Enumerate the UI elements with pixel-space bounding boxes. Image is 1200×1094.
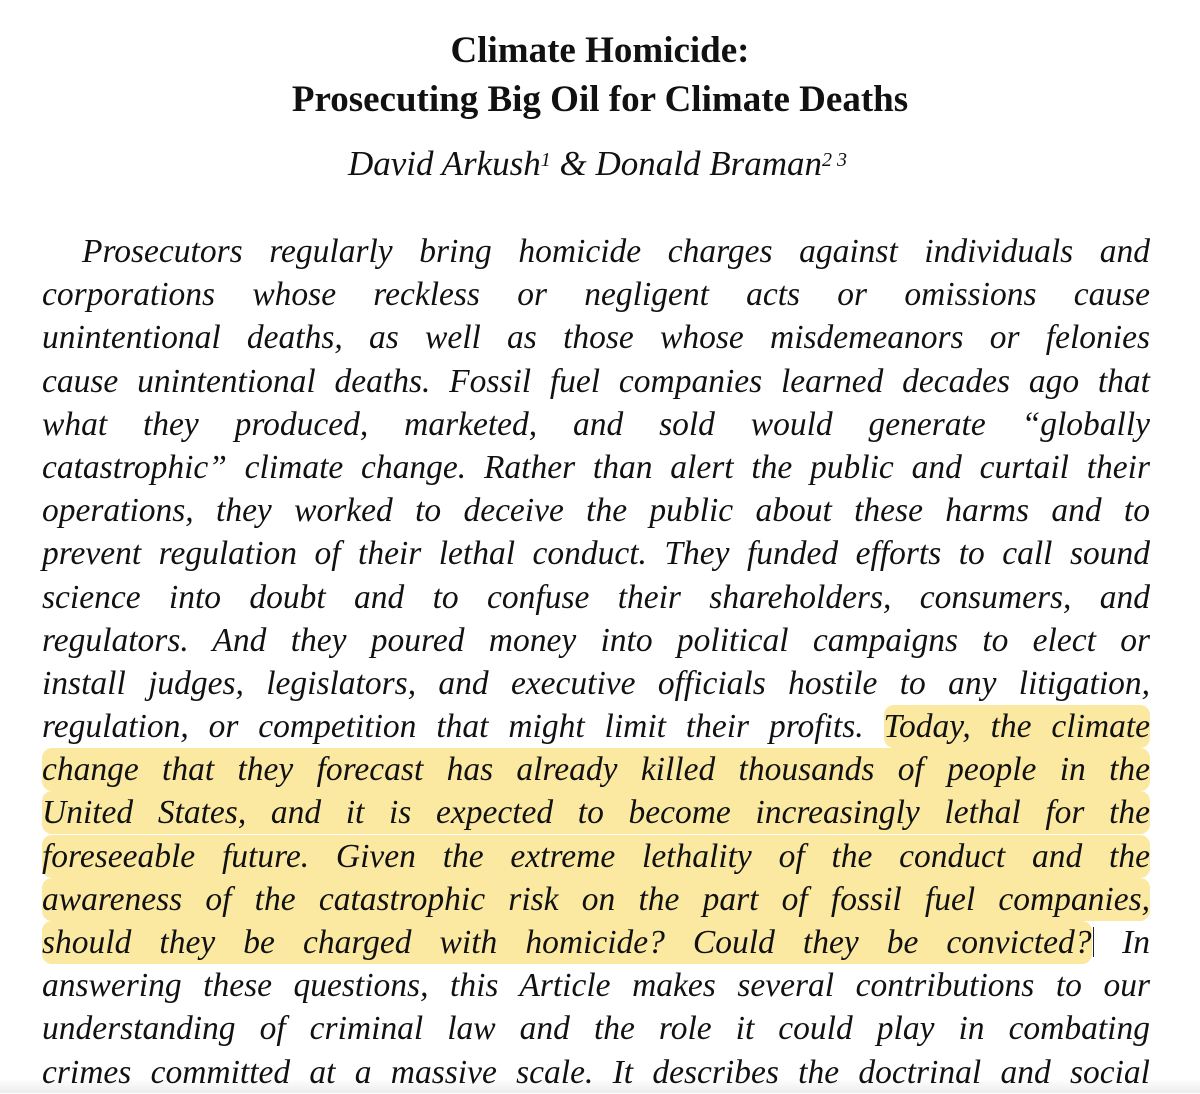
- text-segment: what they produced, marketed, and sold would generate “globally: [42, 405, 1150, 443]
- text-line: [42, 316, 1150, 359]
- author-name: Donald Braman: [595, 144, 823, 183]
- text-line: [42, 273, 1150, 316]
- text-line: [42, 1051, 1150, 1094]
- author-name: David Arkush: [347, 144, 541, 183]
- text-segment: cause unintentional deaths. Fossil fuel companies learned decades ago that: [42, 362, 1150, 400]
- text-segment: regulation, or competition that might limit their profits.: [42, 708, 884, 746]
- text-segment: operations, they worked to deceive the public about these harms and to: [42, 492, 1150, 530]
- highlighted-text: foreseeable future. Given the extreme lethality of the conduct and the: [42, 835, 1150, 878]
- text-line: [42, 748, 1150, 791]
- text-segment: catastrophic” climate change. Rather than alert the public and curtail their: [42, 448, 1150, 486]
- text-line: [42, 705, 1150, 748]
- text-line: [42, 532, 1150, 575]
- text-segment: answering these questions, this Article makes several contributions to our: [42, 967, 1150, 1005]
- highlighted-text: United States, and it is expected to become increasingly lethal for the: [42, 791, 1150, 834]
- text-segment: Prosecutors regularly bring homicide charges against individuals and: [82, 233, 1150, 270]
- text-line: [42, 835, 1150, 878]
- text-segment: science into doubt and to confuse their shareholders, consumers, and: [42, 578, 1150, 616]
- text-line: [42, 964, 1150, 1007]
- abstract-paragraph: [42, 230, 1150, 1094]
- text-line: [42, 878, 1150, 921]
- author-line: [0, 140, 1195, 188]
- text-line: [42, 576, 1150, 619]
- text-line: [42, 403, 1150, 446]
- text-segment: prevent regulation of their lethal conduct. They funded efforts to call sound: [42, 535, 1150, 573]
- text-segment: crimes committed at a massive scale. It describes the doctrinal and social: [42, 1053, 1150, 1091]
- footnote-marker[interactable]: 2 3: [822, 149, 848, 171]
- text-segment: understanding of criminal law and the role it could play in combating: [42, 1010, 1150, 1048]
- highlighted-text: awareness of the catastrophic risk on the part of fossil fuel companies,: [42, 878, 1150, 921]
- highlighted-text: change that they forecast has already killed thousands of people in the: [42, 748, 1150, 791]
- text-line: [42, 619, 1150, 662]
- text-segment: corporations whose reckless or negligent acts or omissions cause: [42, 276, 1150, 314]
- author-connector: &: [559, 144, 587, 183]
- text-segment: unintentional deaths, as well as those whose misdemeanors or felonies: [42, 319, 1150, 357]
- highlighted-text: should they be charged with homicide? Could they be convicted?: [42, 921, 1092, 964]
- footnote-marker[interactable]: 1: [540, 149, 551, 171]
- text-line: [42, 230, 1150, 273]
- highlighted-text: Today, the climate: [884, 705, 1151, 748]
- text-line: [42, 489, 1150, 532]
- text-line: [42, 1007, 1150, 1050]
- text-segment: In: [1094, 924, 1151, 961]
- text-line: [42, 791, 1150, 834]
- paper-title-line-2: Prosecuting Big Oil for Climate Deaths: [291, 79, 909, 120]
- text-line: [42, 921, 1150, 964]
- text-line: [42, 446, 1150, 489]
- text-segment: install judges, legislators, and executive officials hostile to any litigation,: [42, 664, 1150, 702]
- text-segment: regulators. And they poured money into political campaigns to elect or: [42, 621, 1150, 659]
- text-line: [42, 360, 1150, 403]
- text-line: [42, 662, 1150, 705]
- paper-title-line-1: Climate Homicide:: [450, 30, 750, 71]
